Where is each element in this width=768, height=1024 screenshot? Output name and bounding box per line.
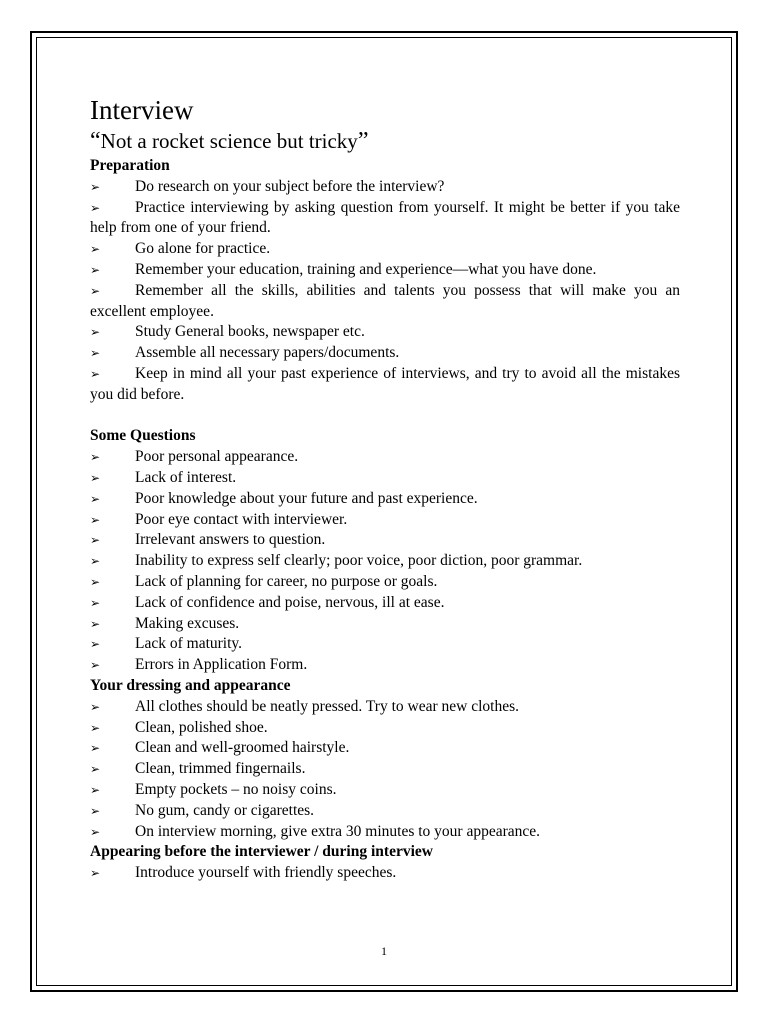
- list-item-text: Poor knowledge about your future and past experience.: [135, 489, 478, 507]
- arrow-bullet-icon: ➢: [90, 179, 101, 194]
- list-item: [90, 177, 680, 198]
- open-quote-mark: “: [90, 128, 101, 154]
- arrow-bullet-icon: ➢: [90, 554, 101, 569]
- subtitle-quote: [90, 128, 680, 154]
- arrow-bullet-icon: ➢: [90, 512, 101, 527]
- list-item: [90, 801, 680, 822]
- arrow-bullet-icon: ➢: [90, 699, 101, 714]
- list-item: [90, 718, 680, 739]
- list-item-text: Inability to express self clearly; poor voice, poor diction, poor grammar.: [135, 552, 583, 570]
- section-heading: Your dressing and appearance: [90, 676, 291, 694]
- list-item: [90, 510, 680, 531]
- list-item: [90, 364, 680, 406]
- list-item-text: Poor personal appearance.: [135, 448, 299, 466]
- arrow-bullet-icon: ➢: [90, 720, 101, 735]
- arrow-bullet-icon: ➢: [90, 283, 101, 298]
- section-spacer: [90, 406, 680, 427]
- list-item-text: Lack of maturity.: [135, 635, 243, 653]
- list-item: [90, 614, 680, 635]
- sections-container: [90, 156, 680, 884]
- bullet-list: [90, 177, 680, 406]
- list-item-text: On interview morning, give extra 30 minutes to your appearance.: [135, 822, 541, 840]
- list-item-text: Keep in mind all your past experience of interviews, and try to avoid all the mistakes you did before.: [90, 364, 680, 403]
- section-heading: Appearing before the interviewer / during interview: [90, 843, 433, 861]
- list-item: [90, 593, 680, 614]
- list-item: [90, 697, 680, 718]
- arrow-bullet-icon: ➢: [90, 574, 101, 589]
- list-item: [90, 468, 680, 489]
- list-item-text: Poor eye contact with interviewer.: [135, 510, 348, 528]
- list-item: [90, 634, 680, 655]
- arrow-bullet-icon: ➢: [90, 616, 101, 631]
- bullet-list: [90, 863, 680, 884]
- list-item-text: Introduce yourself with friendly speeches.: [135, 864, 397, 882]
- bullet-list: [90, 697, 680, 843]
- list-item-text: Assemble all necessary papers/documents.: [135, 344, 400, 362]
- list-item: [90, 489, 680, 510]
- bullet-list: [90, 447, 680, 676]
- arrow-bullet-icon: ➢: [90, 741, 101, 756]
- arrow-bullet-icon: ➢: [90, 824, 101, 839]
- list-item-text: Errors in Application Form.: [135, 656, 308, 674]
- arrow-bullet-icon: ➢: [90, 782, 101, 797]
- close-quote-mark: ”: [357, 128, 369, 154]
- arrow-bullet-icon: ➢: [90, 262, 101, 277]
- list-item-text: Clean, polished shoe.: [135, 718, 268, 736]
- list-item-text: Lack of confidence and poise, nervous, ill at ease.: [135, 593, 445, 611]
- list-item: [90, 281, 680, 323]
- section-heading: Some Questions: [90, 427, 196, 445]
- section-heading: Preparation: [90, 157, 170, 174]
- arrow-bullet-icon: ➢: [90, 762, 101, 777]
- list-item: [90, 738, 680, 759]
- arrow-bullet-icon: ➢: [90, 866, 101, 881]
- list-item-text: Remember all the skills, abilities and talents you possess that will make you an excellent employee.: [90, 281, 680, 320]
- list-item: [90, 343, 680, 364]
- arrow-bullet-icon: ➢: [90, 533, 101, 548]
- list-item-text: Go alone for practice.: [135, 240, 271, 258]
- list-item: [90, 551, 680, 572]
- arrow-bullet-icon: ➢: [90, 325, 101, 340]
- page-number: 1: [381, 944, 387, 958]
- list-item: [90, 572, 680, 593]
- list-item: [90, 322, 680, 343]
- list-item-text: No gum, candy or cigarettes.: [135, 801, 315, 819]
- list-item-text: Practice interviewing by asking question from yourself. It might be better if you take help from one of your friend.: [90, 198, 680, 237]
- list-item-text: All clothes should be neatly pressed. Try to wear new clothes.: [135, 697, 519, 715]
- list-item: [90, 198, 680, 240]
- list-item: [90, 780, 680, 801]
- list-item-text: Study General books, newspaper etc.: [135, 323, 365, 341]
- list-item-text: Remember your education, training and experience—what you have done.: [135, 260, 597, 278]
- arrow-bullet-icon: ➢: [90, 200, 101, 215]
- list-item: [90, 822, 680, 843]
- list-item: [90, 260, 680, 281]
- list-item: [90, 447, 680, 468]
- list-item: [90, 759, 680, 780]
- list-item-text: Lack of planning for career, no purpose or goals.: [135, 572, 438, 590]
- arrow-bullet-icon: ➢: [90, 242, 101, 257]
- arrow-bullet-icon: ➢: [90, 491, 101, 506]
- list-item-text: Empty pockets – no noisy coins.: [135, 780, 337, 798]
- arrow-bullet-icon: ➢: [90, 346, 101, 361]
- list-item-text: Clean and well-groomed hairstyle.: [135, 739, 350, 757]
- list-item-text: Do research on your subject before the interview?: [135, 177, 445, 195]
- list-item: [90, 530, 680, 551]
- arrow-bullet-icon: ➢: [90, 366, 101, 381]
- list-item-text: Lack of interest.: [135, 468, 237, 486]
- list-item: [90, 655, 680, 676]
- page-title: Interview: [90, 95, 194, 125]
- list-item-text: Clean, trimmed fingernails.: [135, 760, 306, 778]
- list-item-text: Irrelevant answers to question.: [135, 531, 326, 549]
- list-item-text: Making excuses.: [135, 614, 240, 632]
- list-item: [90, 239, 680, 260]
- arrow-bullet-icon: ➢: [90, 595, 101, 610]
- arrow-bullet-icon: ➢: [90, 637, 101, 652]
- arrow-bullet-icon: ➢: [90, 470, 101, 485]
- arrow-bullet-icon: ➢: [90, 450, 101, 465]
- document-body: [90, 92, 680, 884]
- subtitle-text: Not a rocket science but tricky: [100, 129, 358, 153]
- list-item: [90, 863, 680, 884]
- arrow-bullet-icon: ➢: [90, 803, 101, 818]
- arrow-bullet-icon: ➢: [90, 658, 101, 673]
